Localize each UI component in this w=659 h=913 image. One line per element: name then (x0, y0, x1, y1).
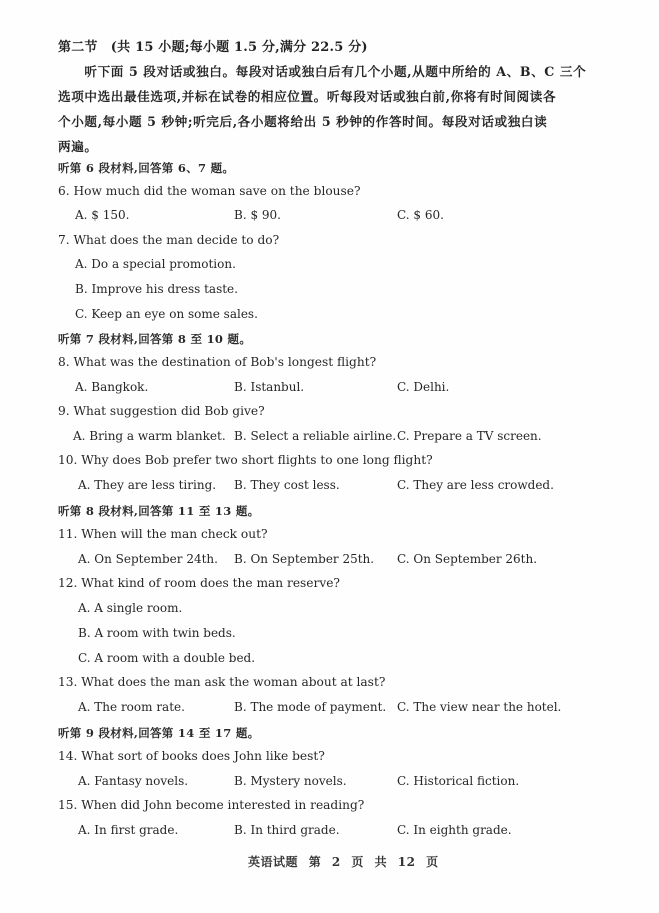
question-stem: 6. How much did the woman save on the blouse? (58, 184, 361, 198)
option-c: C. $ 60. (397, 208, 444, 222)
option-c: C. A room with a double bed. (78, 651, 256, 665)
option-c: C. The view near the hotel. (397, 700, 562, 714)
page-footer (248, 853, 439, 870)
option-a: A. The room rate. (78, 700, 185, 714)
option-b: B. $ 90. (234, 208, 281, 222)
instructions-line-4: 两遍。 (58, 139, 98, 154)
section-title: 第二节 (共 15 小题;每小题 1.5 分,满分 22.5 分) (58, 40, 368, 55)
option-b: B. A room with twin beds. (78, 626, 236, 640)
question-stem: 14. What sort of books does John like best? (58, 749, 325, 763)
option-c: C. They are less crowded. (397, 478, 554, 492)
group-heading: 听第 6 段材料,回答第 6、7 题。 (58, 161, 235, 175)
option-a: A. $ 150. (75, 208, 130, 222)
option-c: C. Historical fiction. (397, 774, 520, 788)
option-c: C. Prepare a TV screen. (397, 429, 542, 443)
question-stem: 12. What kind of room does the man reserve? (58, 576, 340, 590)
option-c: C. Delhi. (397, 380, 450, 394)
option-b: B. They cost less. (234, 478, 340, 492)
question-stem: 13. What does the man ask the woman about at last? (58, 675, 386, 689)
footer-subject: 英语试题 (248, 855, 299, 869)
group-heading: 听第 8 段材料,回答第 11 至 13 题。 (58, 504, 260, 518)
option-a: A. In first grade. (78, 823, 179, 837)
instructions-line-2: 选项中选出最佳选项,并标在试卷的相应位置。听每段对话或独白前,你将有时间阅读各 (58, 89, 557, 104)
instructions-line-3: 个小题,每小题 5 秒钟;听完后,各小题将给出 5 秒钟的作答时间。每段对话或独白读 (58, 114, 548, 129)
option-c: C. Keep an eye on some sales. (75, 307, 258, 321)
option-b: B. On September 25th. (234, 552, 375, 566)
option-a: A. On September 24th. (78, 552, 218, 566)
instructions-line-1: 听下面 5 段对话或独白。每段对话或独白后有几个小题,从题中所给的 A、B、C 三个 (58, 64, 587, 79)
option-b: B. Mystery novels. (234, 774, 347, 788)
question-stem: 9. What suggestion did Bob give? (58, 404, 265, 418)
option-a: A. Do a special promotion. (75, 257, 236, 271)
option-b: B. Istanbul. (234, 380, 305, 394)
question-stem: 11. When will the man check out? (58, 527, 268, 541)
group-heading: 听第 9 段材料,回答第 14 至 17 题。 (58, 726, 260, 740)
option-c: C. On September 26th. (397, 552, 538, 566)
option-a: A. A single room. (78, 601, 183, 615)
footer-page-number: 第 2 页 (308, 855, 364, 869)
option-b: B. Improve his dress taste. (75, 282, 238, 296)
option-a: A. Bring a warm blanket. (73, 429, 226, 443)
group-heading: 听第 7 段材料,回答第 8 至 10 题。 (58, 332, 252, 346)
option-a: A. They are less tiring. (78, 478, 217, 492)
question-stem: 8. What was the destination of Bob's longest flight? (58, 355, 377, 369)
option-a: A. Fantasy novels. (78, 774, 189, 788)
option-c: C. In eighth grade. (397, 823, 512, 837)
option-b: B. Select a reliable airline. (234, 429, 397, 443)
option-a: A. Bangkok. (75, 380, 149, 394)
option-b: B. In third grade. (234, 823, 340, 837)
question-stem: 15. When did John become interested in reading? (58, 798, 365, 812)
question-stem: 10. Why does Bob prefer two short flights to one long flight? (58, 453, 433, 467)
option-b: B. The mode of payment. (234, 700, 387, 714)
footer-total-pages: 共 12 页 (374, 855, 439, 869)
question-stem: 7. What does the man decide to do? (58, 233, 280, 247)
